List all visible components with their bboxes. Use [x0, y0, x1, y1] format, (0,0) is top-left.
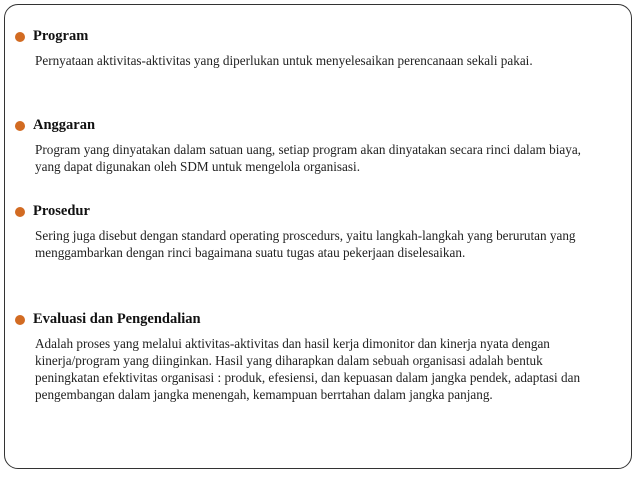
item-title: Program — [33, 28, 89, 44]
item-description: Pernyataan aktivitas-aktivitas yang diperlukan untuk menyelesaikan perencanaan sekali pakai. — [35, 53, 533, 68]
bullet-icon — [15, 207, 25, 217]
item-title: Prosedur — [33, 203, 90, 219]
item-description: Program yang dinyatakan dalam satuan uang, setiap program akan dinyatakan secara rinci dalam biaya, yang dapat digunakan oleh SDM untuk mengelola organisasi. — [35, 142, 581, 174]
slide-frame — [4, 4, 632, 469]
list-item-evaluasi — [33, 310, 603, 403]
bullet-icon — [15, 315, 25, 325]
list-item-prosedur — [33, 202, 603, 261]
list-item-anggaran — [33, 116, 603, 175]
bullet-icon — [15, 32, 25, 42]
list-item-program — [33, 27, 603, 69]
item-description: Adalah proses yang melalui aktivitas-aktivitas dan hasil kerja dimonitor dan kinerja nyata dengan kinerja/program yang diinginkan. Hasil yang diharapkan dalam sebuah organisasi adalah bentuk peningkatan efektivitas organisasi : produk, efesiensi, dan kepuasan dalam jangka pendek, adaptasi dan pengembangan dalam jangka menengah, kemampuan berrtahan dalam jangka panjang. — [35, 336, 581, 402]
item-title: Anggaran — [33, 117, 96, 133]
bullet-icon — [15, 121, 25, 131]
item-description: Sering juga disebut dengan standard operating proscedurs, yaitu langkah-langkah yang berurutan yang menggambarkan dengan rinci bagaimana suatu tugas atau pekerjaan diselesaikan. — [35, 228, 576, 260]
item-title: Evaluasi dan Pengendalian — [33, 311, 201, 327]
